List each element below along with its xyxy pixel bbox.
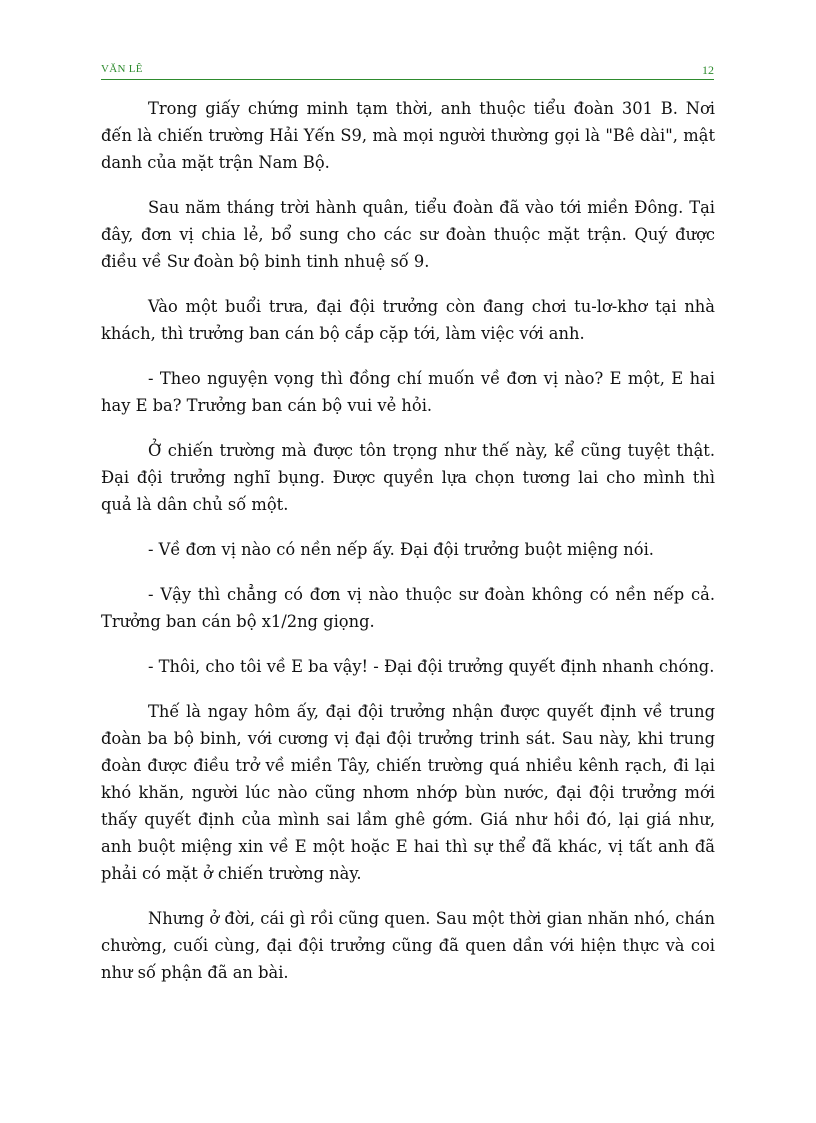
paragraph-9: Thế là ngay hôm ấy, đại đội trưởng nhận được quyết định về trung đoàn ba bộ binh, với cương vị đại đội trưởng trinh sát. Sau này, khi trung đoàn được điều trở về miền Tây, chiến trường quá nhiều kênh rạch, đi lại khó khăn, người lúc nào cũng nhơm nhớp bùn nước, đại đội trưởng mới thấy quyết định của mình sai lầm ghê gớm. Giá như hồi đó, lại giá như, anh buột miệng xin về E một hoặc E hai thì sự thể đã khác, vị tất anh đã phải có mặt ở chiến trường này. [101,702,715,883]
paragraph-4: - Theo nguyện vọng thì đồng chí muốn về đơn vị nào? E một, E hai hay E ba? Trưởng ban cán bộ vui vẻ hỏi. [101,369,715,415]
paragraph-7: - Vậy thì chẳng có đơn vị nào thuộc sư đoàn không có nền nếp cả. Trưởng ban cán bộ x1/2ng giọng. [101,585,715,631]
page-header [101,63,714,80]
paragraph-3: Vào một buổi trưa, đại đội trưởng còn đang chơi tu-lơ-khơ tại nhà khách, thì trưởng ban cán bộ cắp cặp tới, làm việc với anh. [101,297,715,343]
page-number: 12 [702,63,714,77]
paragraph-1: Trong giấy chứng minh tạm thời, anh thuộc tiểu đoàn 301 B. Nơi đến là chiến trường Hải Yến S9, mà mọi người thường gọi là "Bê dài", mật danh của mặt trận Nam Bộ. [101,99,715,172]
body-text [101,95,715,1004]
header-author: VĂN LÊ [101,63,143,75]
paragraph-2: Sau năm tháng trời hành quân, tiểu đoàn đã vào tới miền Đông. Tại đây, đơn vị chia lẻ, bổ sung cho các sư đoàn thuộc mặt trận. Quý được điều về Sư đoàn bộ binh tinh nhuệ số 9. [101,198,715,271]
paragraph-8: - Thôi, cho tôi về E ba vậy! - Đại đội trưởng quyết định nhanh chóng. [148,657,715,676]
paragraph-5: Ở chiến trường mà được tôn trọng như thế này, kể cũng tuyệt thật. Đại đội trưởng nghĩ bụng. Được quyền lựa chọn tương lai cho mình thì quả là dân chủ số một. [101,441,715,514]
paragraph-10: Nhưng ở đời, cái gì rồi cũng quen. Sau một thời gian nhăn nhó, chán chường, cuối cùng, đại đội trưởng cũng đã quen dần với hiện thực và coi như số phận đã an bài. [101,909,715,982]
paragraph-6: - Về đơn vị nào có nền nếp ấy. Đại đội trưởng buột miệng nói. [148,540,654,559]
